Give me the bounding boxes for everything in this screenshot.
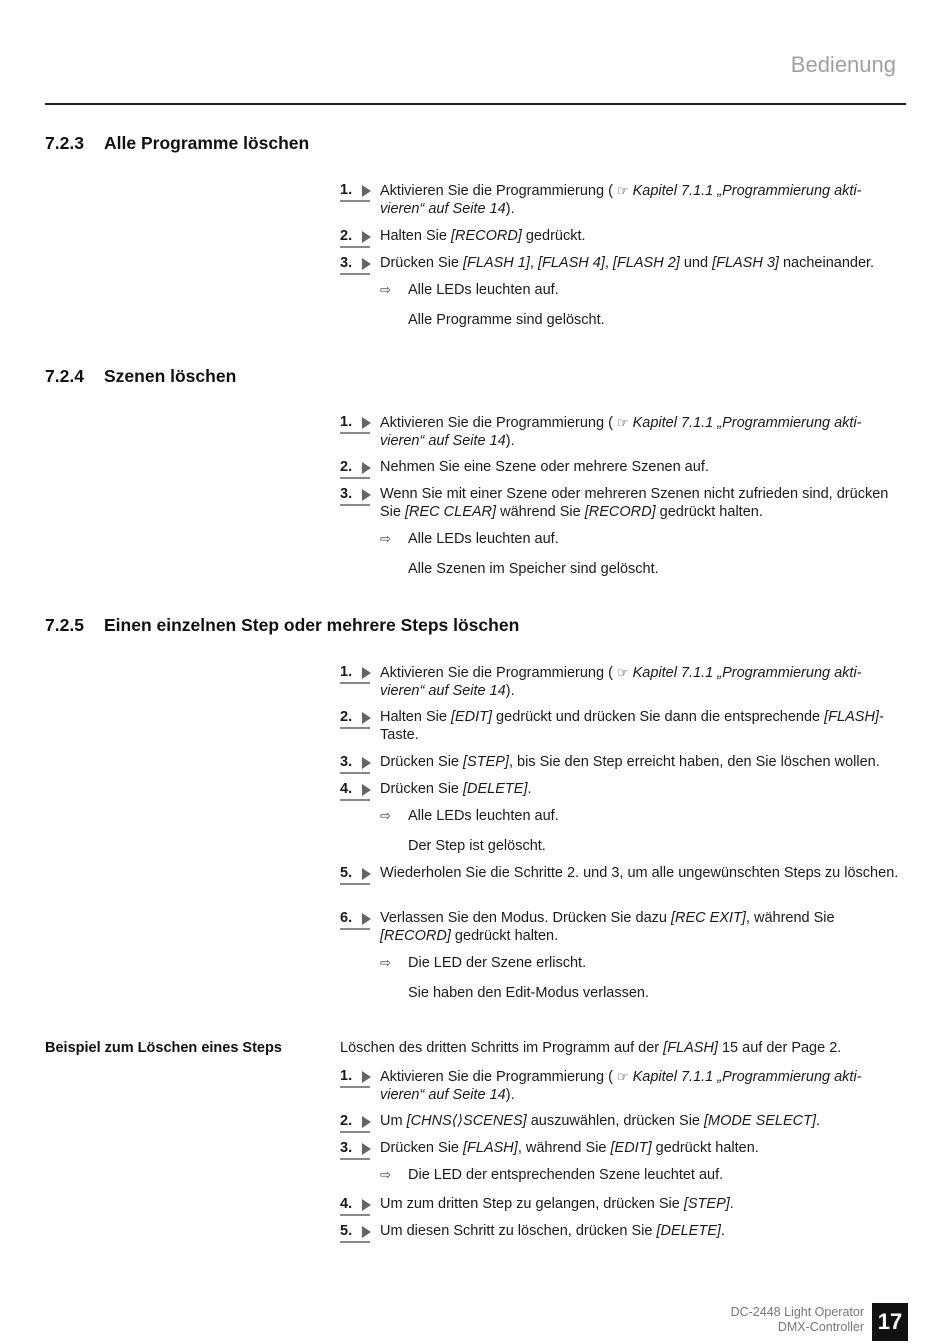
step-text: Um zum dritten Step zu gelangen, drücken Sie [STEP]. xyxy=(380,1196,734,1212)
step-text: Aktivieren Sie die Programmierung ( ☞ Kapitel 7.1.1 „Programmierung akti- vieren“ auf Seite 14). xyxy=(380,665,862,699)
step-arrow-icon xyxy=(362,185,371,197)
step-text: Halten Sie [RECORD] gedrückt. xyxy=(380,228,586,244)
result-arrow-icon: ⇨ xyxy=(380,955,391,970)
result-note: Alle Programme sind gelöscht. xyxy=(408,312,605,328)
step-arrow-icon xyxy=(362,667,371,679)
header-divider xyxy=(45,103,906,105)
step-text: Wiederholen Sie die Schritte 2. und 3, um alle ungewünschten Steps zu löschen. xyxy=(380,865,899,881)
example-lead: Löschen des dritten Schritts im Programm auf der [FLASH] 15 auf der Page 2. xyxy=(340,1040,842,1056)
section-heading-7-2-3 xyxy=(45,133,309,154)
step-arrow-icon xyxy=(362,784,371,796)
section-number: 7.2.4 xyxy=(45,366,84,386)
footer-product-type: DMX-Controller xyxy=(777,1320,864,1334)
step-number: 3. xyxy=(340,754,374,772)
page-header-title: Bedienung xyxy=(790,52,896,77)
step-arrow-icon xyxy=(362,1116,371,1128)
step-number: 2. xyxy=(340,1113,374,1131)
step-number: 4. xyxy=(340,781,374,799)
example-label: Beispiel zum Löschen eines Steps xyxy=(45,1040,282,1056)
step-arrow-icon xyxy=(362,489,371,501)
step-text: Wenn Sie mit einer Szene oder mehreren Szenen nicht zufrieden sind, drücken Sie [REC CLEAR] während Sie [RECORD] gedrückt halten. xyxy=(380,486,889,520)
step-text: Drücken Sie [DELETE]. xyxy=(380,781,532,797)
result-arrow-icon: ⇨ xyxy=(380,1167,391,1182)
step-text: Aktivieren Sie die Programmierung ( ☞ Kapitel 7.1.1 „Programmierung akti- vieren“ auf Seite 14). xyxy=(380,183,862,217)
step-arrow-icon xyxy=(362,868,371,880)
result-note: Der Step ist gelöscht. xyxy=(408,838,546,854)
step-arrow-icon xyxy=(362,1226,371,1238)
section-number: 7.2.3 xyxy=(45,133,84,153)
step-number: 1. xyxy=(340,414,374,432)
step-arrow-icon xyxy=(362,462,371,474)
step-number: 3. xyxy=(340,1140,374,1158)
reference-icon: ☞ xyxy=(616,1069,629,1084)
step-text: Aktivieren Sie die Programmierung ( ☞ Kapitel 7.1.1 „Programmierung akti- vieren“ auf Seite 14). xyxy=(380,415,862,449)
chapter-link[interactable]: Kapitel 7.1.1 „Programmierung akti- vieren“ auf Seite 14 xyxy=(380,665,862,699)
step-number: 1. xyxy=(340,664,374,682)
step-number: 3. xyxy=(340,255,374,273)
step-text: Um diesen Schritt zu löschen, drücken Sie [DELETE]. xyxy=(380,1223,725,1239)
step-number: 2. xyxy=(340,228,374,246)
step-text: Nehmen Sie eine Szene oder mehrere Szenen auf. xyxy=(380,459,709,475)
section-title: Szenen löschen xyxy=(104,366,237,386)
section-heading-7-2-4 xyxy=(45,366,236,387)
step-arrow-icon xyxy=(362,1071,371,1083)
section-heading-7-2-5 xyxy=(45,615,519,636)
result-note: Sie haben den Edit-Modus verlassen. xyxy=(408,985,650,1001)
chapter-link[interactable]: Kapitel 7.1.1 „Programmierung akti- vieren“ auf Seite 14 xyxy=(380,183,862,217)
step-text: Halten Sie [EDIT] gedrückt und drücken Sie dann die entsprechende [FLASH]-Taste. xyxy=(380,709,884,743)
step-number: 6. xyxy=(340,910,374,928)
step-number: 2. xyxy=(340,459,374,477)
chapter-link[interactable]: Kapitel 7.1.1 „Programmierung akti- vieren“ auf Seite 14 xyxy=(380,415,862,449)
step-arrow-icon xyxy=(362,757,371,769)
step-arrow-icon xyxy=(362,258,371,270)
step-text: Um [CHNS⟨⟩SCENES] auszuwählen, drücken Sie [MODE SELECT]. xyxy=(380,1113,821,1129)
reference-icon: ☞ xyxy=(616,415,629,430)
step-number: 1. xyxy=(340,182,374,200)
step-arrow-icon xyxy=(362,913,371,925)
result-arrow-icon: ⇨ xyxy=(380,808,391,823)
step-number: 4. xyxy=(340,1196,374,1214)
section-title: Einen einzelnen Step oder mehrere Steps löschen xyxy=(104,615,520,635)
step-number: 3. xyxy=(340,486,374,504)
step-number: 5. xyxy=(340,1223,374,1241)
chapter-link[interactable]: Kapitel 7.1.1 „Programmierung akti- vieren“ auf Seite 14 xyxy=(380,1069,862,1103)
step-arrow-icon xyxy=(362,1143,371,1155)
result-arrow-icon: ⇨ xyxy=(380,282,391,297)
step-text: Aktivieren Sie die Programmierung ( ☞ Kapitel 7.1.1 „Programmierung akti- vieren“ auf Seite 14). xyxy=(380,1069,862,1103)
step-arrow-icon xyxy=(362,1199,371,1211)
step-text: Drücken Sie [FLASH 1], [FLASH 4], [FLASH 2] und [FLASH 3] nacheinander. xyxy=(380,255,875,271)
step-text: Verlassen Sie den Modus. Drücken Sie dazu [REC EXIT], während Sie [RECORD] gedrückt halten. xyxy=(380,910,835,944)
footer-product xyxy=(731,1305,864,1335)
step-number: 2. xyxy=(340,709,374,727)
footer-product-name: DC-2448 Light Operator xyxy=(730,1305,864,1319)
result-arrow-icon: ⇨ xyxy=(380,531,391,546)
result-note: Alle Szenen im Speicher sind gelöscht. xyxy=(408,561,659,577)
step-arrow-icon xyxy=(362,712,371,724)
step-text: Drücken Sie [FLASH], während Sie [EDIT] gedrückt halten. xyxy=(380,1140,759,1156)
step-text: Drücken Sie [STEP], bis Sie den Step erreicht haben, den Sie löschen wollen. xyxy=(380,754,880,770)
page-number: 17 xyxy=(872,1303,908,1341)
section-title: Alle Programme löschen xyxy=(104,133,310,153)
section-number: 7.2.5 xyxy=(45,615,84,635)
step-arrow-icon xyxy=(362,231,371,243)
reference-icon: ☞ xyxy=(616,665,629,680)
step-arrow-icon xyxy=(362,417,371,429)
step-number: 1. xyxy=(340,1068,374,1086)
step-number: 5. xyxy=(340,865,374,883)
reference-icon: ☞ xyxy=(616,183,629,198)
